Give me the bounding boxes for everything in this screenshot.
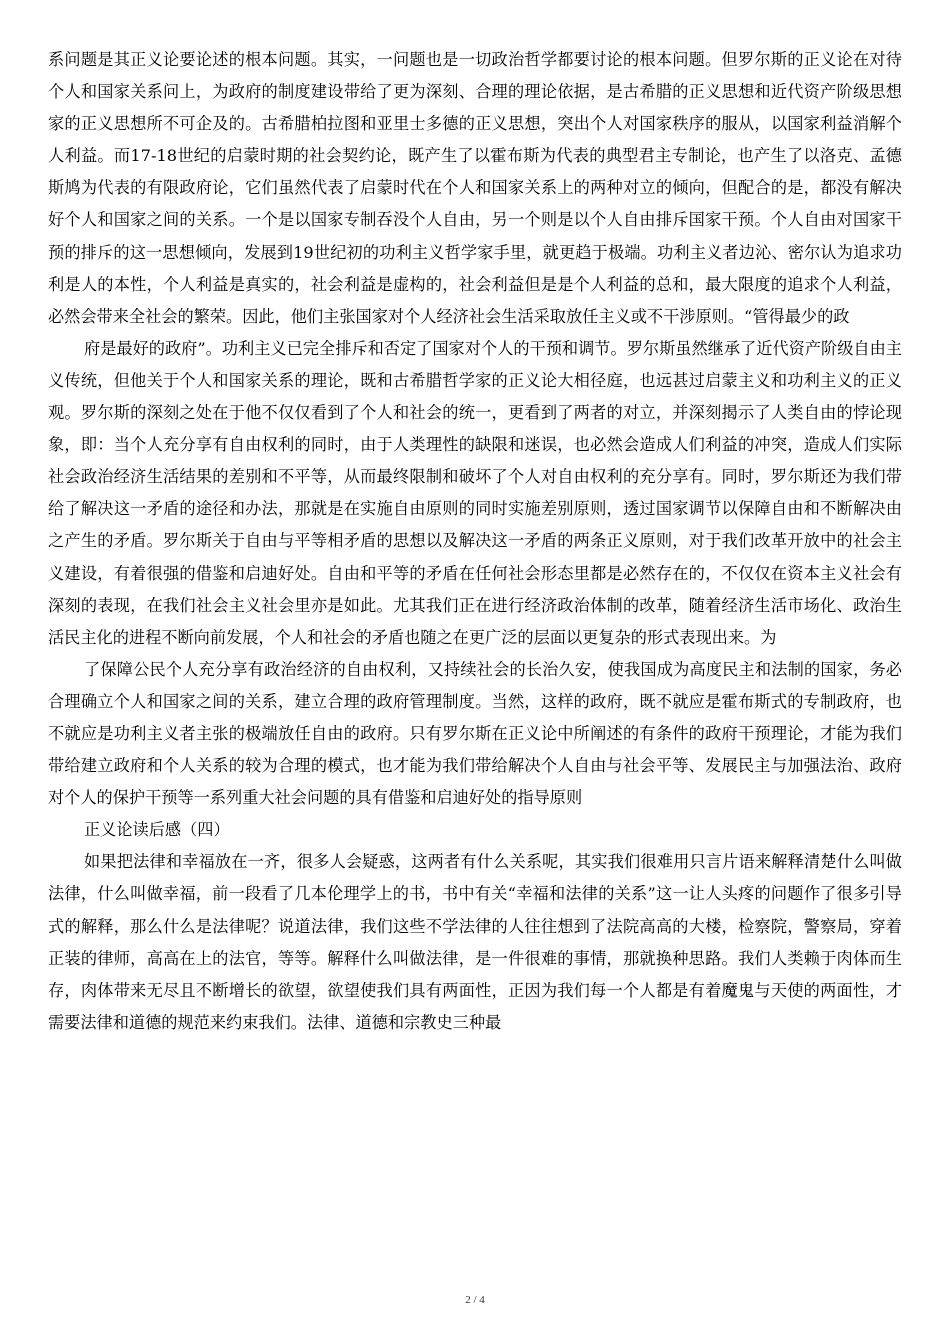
page-number: 2 / 4 — [465, 1294, 485, 1306]
paragraph-4: 如果把法律和幸福放在一齐，很多人会疑惑，这两者有什么关系呢，其实我们很难用只言片语来解释清楚什么叫做法律，什么叫做幸福，前一段看了几本伦理学上的书，书中有关“幸福和法律的关系”这一让人头疼的问题作了很多引导式的解释，那么什么是法律呢？说道法律，我们这些不学法律的人往往想到了法院高高的大楼，检察院，警察局，穿着正装的律师，高高在上的法官，等等。解释什么叫做法律，是一件很难的事情，那就换种思路。我们人类赖于肉体而生存，肉体带来无尽且不断增长的欲望，欲望使我们具有两面性，正因为我们每一个人都是有着魔鬼与天使的两面性，才需要法律和道德的规范来约束我们。法律、道德和宗教史三种最 — [48, 852, 902, 1032]
paragraph-3: 了保障公民个人充分享有政治经济的自由权利，又持续社会的长治久安，使我国成为高度民主和法制的国家，务必合理确立个人和国家之间的关系，建立合理的政府管理制度。当然，这样的政府，既不就应是霍布斯式的专制政府，也不就应是功利主义者主张的极端放任自由的政府。只有罗尔斯在正义论中所阐述的有条件的政府干预理论，才能为我们带给建立政府和个人关系的较为合理的模式，也才能为我们带给解决个人自由与社会平等、发展民主与加强法治、政府对个人的保护干预等一系列重大社会问题的具有借鉴和启迪好处的指导原则 — [48, 659, 902, 808]
paragraph-2: 府是最好的政府”。功利主义已完全排斥和否定了国家对个人的干预和调节。罗尔斯虽然继承了近代资产阶级自由主义传统，但他关于个人和国家关系的理论，既和古希腊哲学家的正义论大相径庭，也远甚过启蒙主义和功利主义的正义观。罗尔斯的深刻之处在于他不仅仅看到了个人和社会的统一，更看到了两者的对立，并深刻揭示了人类自由的悖论现象，即：当个人充分享有自由权利的同时，由于人类理性的缺限和迷误，也必然会造成人们利益的冲突，造成人们实际社会政治经济生活结果的差别和不平等，从而最终限制和破坏了个人对自由权利的充分享有。同时，罗尔斯还为我们带给了解决这一矛盾的途径和办法，那就是在实施自由原则的同时实施差别原则，透过国家调节以保障自由和不断解决由之产生的矛盾。罗尔斯关于自由与平等相矛盾的思想以及解决这一矛盾的两条正义原则，对于我们改革开放中的社会主义建设，有着很强的借鉴和启迪好处。自由和平等的矛盾在任何社会形态里都是必然存在的，不仅仅在资本主义社会有深刻的表现，在我们社会主义社会里亦是如此。尤其我们正在进行经济政治体制的改革，随着经济生活市场化、政治生活民主化的进程不断向前发展，个人和社会的矛盾也随之在更广泛的层面以更复杂的形式表现出来。为 — [48, 338, 902, 647]
paragraph-1: 系问题是其正义论要论述的根本问题。其实，一问题也是一切政治哲学都要讨论的根本问题。但罗尔斯的正义论在对待个人和国家关系问上，为政府的制度建设带给了更为深刻、合理的理论依据，是古希腊的正义思想和近代资产阶级思想家的正义思想所不可企及的。古希腊柏拉图和亚里士多德的正义思想，突出个人对国家秩序的服从，以国家利益消解个人利益。而17-18世纪的启蒙时期的社会契约论，既产生了以霍布斯为代表的典型君主专制论，也产生了以洛克、孟德斯鸠为代表的有限政府论，它们虽然代表了启蒙时代在个人和国家关系上的两种对立的倾向，但配合的是，都没有解决好个人和国家之间的关系。一个是以国家专制吞没个人自由，另一个则是以个人自由排斥国家干预。个人自由对国家干预的排斥的这一思想倾向，发展到19世纪初的功利主义哲学家手里，就更趋于极端。功利主义者边沁、密尔认为追求功利是人的本性，个人利益是真实的，社会利益是虚构的，社会利益但是是个人利益的总和，最大限度的追求个人利益，必然会带来全社会的繁荣。因此，他们主张国家对个人经济社会生活采取放任主义或不干涉原则。“管得最少的政 — [48, 50, 902, 326]
document-page — [48, 44, 902, 1039]
section-heading: 正义论读后感（四） — [84, 820, 230, 840]
